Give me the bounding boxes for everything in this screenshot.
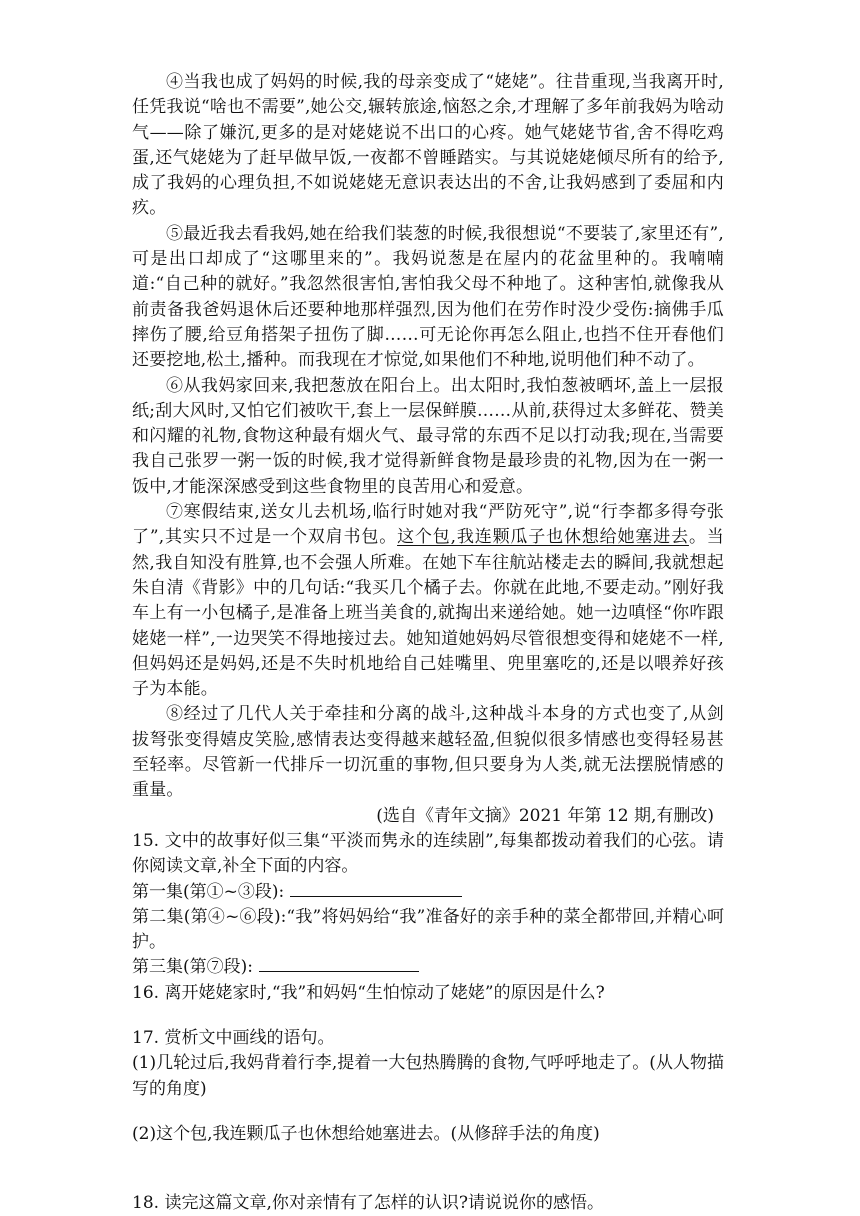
question-17-1: (1)几轮过后,我妈背着行李,提着一大包热腾腾的食物,气呼呼地走了。(从人物描写的角度) [132, 1053, 724, 1099]
answer-space-16[interactable] [132, 1006, 724, 1026]
question-17-2: (2)这个包,我连颗瓜子也休想给她塞进去。(从修辞手法的角度) [132, 1123, 600, 1144]
source-citation: (选自《青年文摘》2021 年第 12 期,有删改) [376, 805, 714, 826]
question-15-stem: 15. 文中的故事好似三集“平淡而隽永的连续剧”,每集都拨动着我们的心弦。请你阅读文章,补全下面的内容。 [132, 830, 724, 877]
document-page [132, 70, 724, 1216]
question-16: 16. 离开姥姥家时,“我”和妈妈“生怕惊动了姥姥”的原因是什么? [132, 982, 605, 1003]
question-15-episode-2: 第二集(第④~⑥段):“我”将妈妈给“我”准备好的亲手种的菜全都带回,并精心呵护。 [132, 906, 724, 953]
paragraph-7-lead: ⑦寒假结束,送女儿去机场,临行时她对我“严防死守”,说“行李都多得夸张了”,其实只不过是一个双肩书包。 [132, 502, 724, 548]
question-17-stem: 17. 赏析文中画线的语句。 [132, 1027, 335, 1048]
answer-space-17-2[interactable] [132, 1147, 724, 1191]
episode-3-label: 第三集(第⑦段): [132, 957, 253, 978]
question-15-episode-3 [132, 955, 724, 980]
answer-blank-3[interactable] [259, 955, 419, 972]
answer-blank-1[interactable] [290, 880, 462, 897]
paragraph-4: ④当我也成了妈妈的时候,我的母亲变成了“姥姥”。往昔重现,当我离开时,任凭我说“啥也不需要”,她公交,辗转旅途,恼怒之余,才理解了多年前我妈为啥动气——除了嫌沉,更多的是对姥姥说不出口的心疼。她气姥姥节省,舍不得吃鸡蛋,还气姥姥为了赶早做早饭,一夜都不曾睡踏实。与其说姥姥倾尽所有的给予,成了我妈的心理负担,不如说姥姥无意识表达出的不舍,让我妈感到了委屈和内疚。 [132, 72, 724, 219]
question-18: 18. 读完这篇文章,你对亲情有了怎样的认识?请说说你的感悟。 [132, 1193, 604, 1214]
question-15-episode-1 [132, 880, 724, 905]
episode-1-label: 第一集(第①~③段): [132, 881, 285, 902]
paragraph-7 [132, 500, 724, 702]
underlined-sentence: 这个包,我连颗瓜子也休想给她塞进去 [397, 527, 689, 548]
paragraph-5: ⑤最近我去看我妈,她在给我们装葱的时候,我很想说“不要装了,家里还有”,可是出口却成了“这哪里来的”。我妈说葱是在屋内的花盆里种的。我喃喃道:“自己种的就好。”我忽然很害怕,害怕我父母不种地了。这种害怕,就像我从前责备我爸妈退休后还要种地那样强烈,因为他们在劳作时没少受伤:摘佛手瓜摔伤了腰,给豆角搭架子扭伤了脚……可无论你再怎么阻止,也挡不住开春他们还要挖地,松土,播种。而我现在才惊觉,如果他们不种地,说明他们种不动了。 [132, 223, 724, 371]
paragraph-8: ⑧经过了几代人关于牵挂和分离的战斗,这种战斗本身的方式也变了,从剑拔弩张变得嬉皮笑脸,感情表达变得越来越轻盈,但貌似很多情感也变得轻易甚至轻率。尽管新一代排斥一切沉重的事物,但只要身为人类,就无法摆脱情感的重量。 [132, 704, 724, 801]
paragraph-6: ⑥从我妈家回来,我把葱放在阳台上。出太阳时,我怕葱被晒坏,盖上一层报纸;刮大风时,又怕它们被吹干,套上一层保鲜膜……从前,获得过太多鲜花、赞美和闪耀的礼物,食物这种最有烟火气、最寻常的东西不足以打动我;现在,当需要我自己张罗一粥一饭的时候,我才觉得新鲜食物是最珍贵的礼物,因为在一粥一饭中,才能深深感受到这些食物里的良苦用心和爱意。 [132, 375, 724, 497]
paragraph-7-rest: 。当然,我自知没有胜算,也不会强人所难。在她下车往航站楼走去的瞬间,我就想起朱自清《背影》中的几句话:“我买几个橘子去。你就在此地,不要走动。”刚好我车上有一小包橘子,是准备上班当美食的,就掏出来递给她。她一边嗔怪“你咋跟姥姥一样”,一边哭笑不得地接过去。她知道她妈妈尽管很想变得和姥姥不一样,但妈妈还是妈妈,还是不失时机地给自己娃嘴里、兜里塞吃的,还是以喂养好孩子为本能。 [132, 527, 724, 700]
answer-space-17-1[interactable] [132, 1102, 724, 1122]
